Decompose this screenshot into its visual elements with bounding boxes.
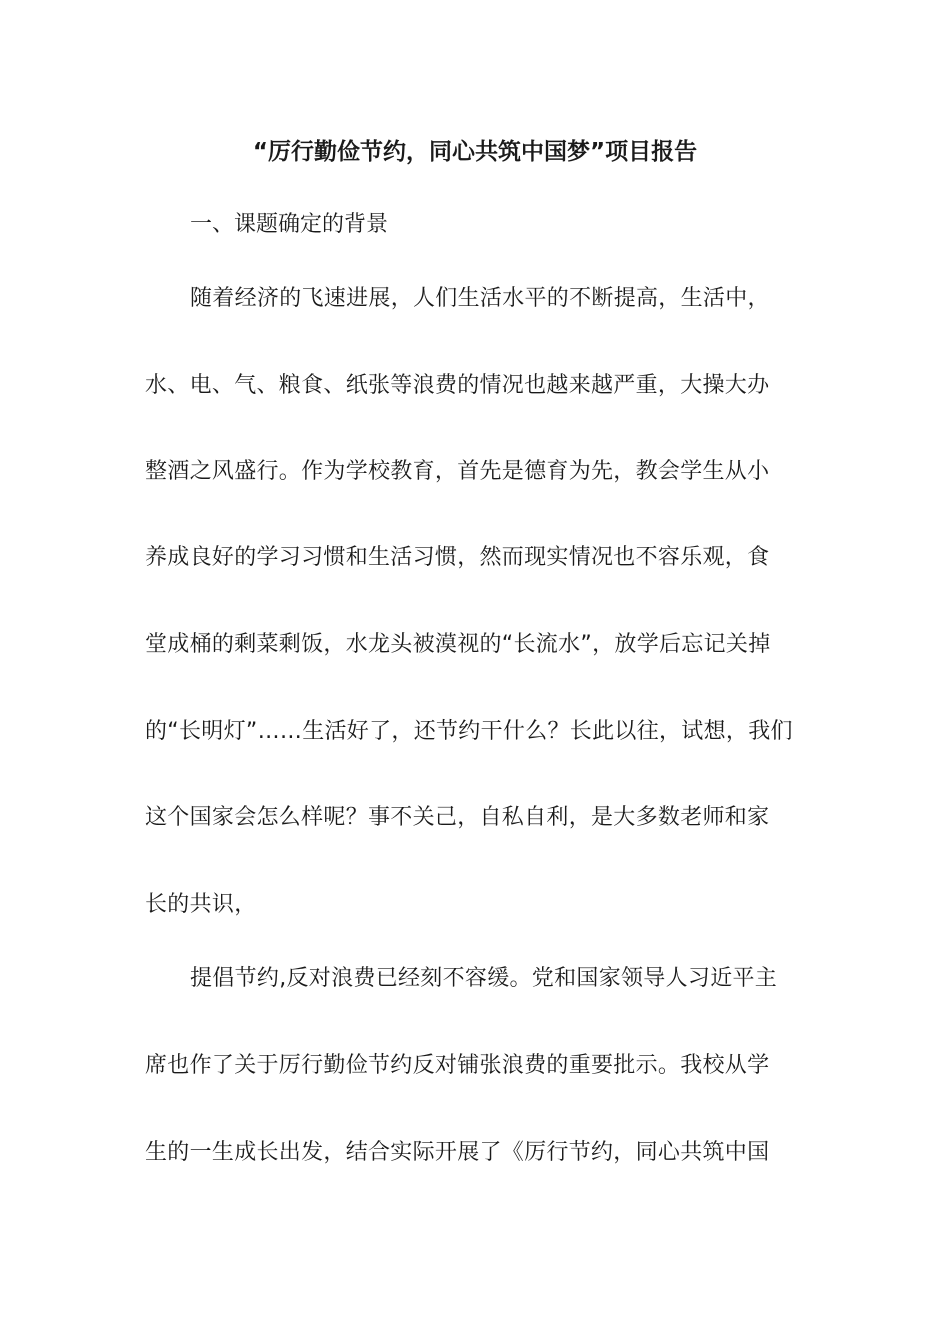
paragraph-line: 养成良好的学习习惯和生活习惯，然而现实情况也不容乐观，食 (145, 545, 770, 570)
paragraph-line: 生的一生成长出发，结合实际开展了《厉行节约，同心共筑中国 (145, 1140, 770, 1165)
document-title: “厉行勤俭节约，同心共筑中国梦”项目报告 (252, 139, 698, 165)
paragraph-line: 提倡节约,反对浪费已经刻不容缓。党和国家领导人习近平主 (190, 966, 778, 991)
paragraph-line: 席也作了关于厉行勤俭节约反对铺张浪费的重要批示。我校从学 (145, 1053, 770, 1078)
section-heading: 一、课题确定的背景 (190, 212, 389, 237)
paragraph-line: 这个国家会怎么样呢？事不关己，自私自利，是大多数老师和家 (145, 805, 770, 830)
paragraph-line: 堂成桶的剩菜剩饭，水龙头被漠视的“长流水”，放学后忘记关掉 (145, 632, 771, 657)
paragraph-line: 长的共识， (145, 892, 257, 917)
paragraph-line: 整酒之风盛行。作为学校教育，首先是德育为先，教会学生从小 (145, 459, 770, 484)
paragraph-line: 的“长明灯”……生活好了，还节约干什么？长此以往，试想，我们 (145, 719, 793, 744)
paragraph-line: 水、电、气、粮食、纸张等浪费的情况也越来越严重，大操大办 (145, 373, 770, 398)
paragraph-line: 随着经济的飞速进展，人们生活水平的不断提高，生活中， (190, 286, 770, 311)
